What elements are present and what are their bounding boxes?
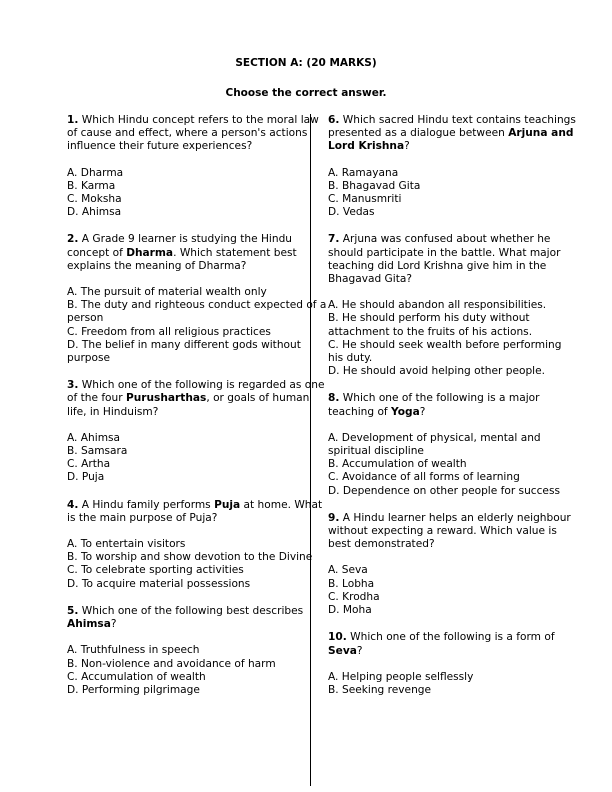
question-number: 3. xyxy=(67,379,79,392)
question-keyword: Puja xyxy=(214,498,241,511)
question-keyword: Dharma xyxy=(126,246,174,259)
question-number: 4. xyxy=(67,498,79,511)
options-list xyxy=(67,286,329,365)
option: A. Dharma xyxy=(67,166,124,179)
options-list xyxy=(328,564,580,617)
question-number: 6. xyxy=(328,114,340,126)
option: B. Seeking revenge xyxy=(328,683,432,696)
option: B. Bhagavad Gita xyxy=(328,179,421,192)
question-text: 1. Which Hindu concept refers to the moral law of cause and effect, where a person's actions influence their future experiences? xyxy=(67,114,319,153)
question-keyword: Ahimsa xyxy=(67,618,111,631)
option: A. He should abandon all responsibilities. xyxy=(328,299,547,312)
question-number: 1. xyxy=(67,114,79,126)
question-10 xyxy=(328,631,580,697)
option: C. Accumulation of wealth xyxy=(67,670,206,683)
option: A. Truthfulness in speech xyxy=(67,644,200,657)
column-divider xyxy=(310,114,311,786)
option: A. To entertain visitors xyxy=(67,538,186,551)
option: D. Dependence on other people for success xyxy=(328,484,560,497)
option: C. Artha xyxy=(67,458,111,471)
option: D. Puja xyxy=(67,471,105,484)
options-list xyxy=(328,432,580,498)
option: A. The pursuit of material wealth only xyxy=(67,286,267,299)
question-3 xyxy=(67,379,329,484)
option: C. To celebrate sporting activities xyxy=(67,564,244,577)
question-text: 7. Arjuna was confused about whether he should participate in the battle. What major teaching did Lord Krishna give him in the Bhagavad Gita? xyxy=(328,233,561,286)
option: B. He should perform his duty without attachment to the fruits of his actions. xyxy=(328,312,533,338)
question-number: 5. xyxy=(67,604,79,617)
question-number: 2. xyxy=(67,233,79,246)
instruction: Choose the correct answer. xyxy=(225,87,387,99)
question-8 xyxy=(328,392,580,497)
question-1 xyxy=(67,114,329,219)
question-number: 8. xyxy=(328,392,340,405)
question-number: 9. xyxy=(328,511,340,524)
option: D. To acquire material possessions xyxy=(67,577,251,590)
question-text: 4. A Hindu family performs Puja at home. What is the main purpose of Puja? xyxy=(67,498,323,524)
option: B. Samsara xyxy=(67,445,128,458)
option: C. Avoidance of all forms of learning xyxy=(328,471,520,484)
option: B. Lobha xyxy=(328,577,375,590)
option: D. Ahimsa xyxy=(67,206,122,219)
option: B. Karma xyxy=(67,179,116,192)
options-list xyxy=(67,538,329,591)
question-4 xyxy=(67,499,329,591)
options-list xyxy=(67,644,329,697)
option: B. Accumulation of wealth xyxy=(328,458,467,471)
question-6 xyxy=(328,114,580,219)
right-column xyxy=(328,114,580,697)
option: C. He should seek wealth before performing his duty. xyxy=(328,338,562,365)
option: C. Moksha xyxy=(67,193,122,206)
question-keyword: Purusharthas xyxy=(125,392,207,405)
option: B. The duty and righteous conduct expected of a person xyxy=(67,299,327,325)
question-text: 2. A Grade 9 learner is studying the Hindu concept of Dharma. Which statement best explains the meaning of Dharma? xyxy=(67,233,297,272)
option: D. Performing pilgrimage xyxy=(67,683,200,696)
question-number: 7. xyxy=(328,233,340,246)
option: A. Seva xyxy=(328,564,368,577)
options-list xyxy=(328,167,580,220)
question-text: 8. Which one of the following is a major teaching of Yoga? xyxy=(328,392,540,418)
question-2 xyxy=(67,233,329,365)
option: D. The belief in many different gods without purpose xyxy=(67,338,301,365)
options-list xyxy=(67,432,329,485)
option: D. Vedas xyxy=(328,206,375,219)
option: C. Krodha xyxy=(328,590,380,603)
left-column xyxy=(67,114,329,697)
question-text: 10. Which one of the following is a form of Seva? xyxy=(328,631,555,657)
option: A. Ramayana xyxy=(328,166,399,179)
question-text: 5. Which one of the following best describes Ahimsa? xyxy=(67,604,304,631)
question-keyword: Yoga xyxy=(391,405,420,418)
question-number: 10. xyxy=(328,631,347,644)
question-text: 6. Which sacred Hindu text contains teachings presented as a dialogue between Arjuna and Lord Krishna? xyxy=(328,114,576,153)
option: B. To worship and show devotion to the Divine xyxy=(67,551,313,564)
options-list xyxy=(67,167,329,220)
option: A. Ahimsa xyxy=(67,431,121,444)
option: C. Manusmriti xyxy=(328,193,402,206)
question-text: 9. A Hindu learner helps an elderly neighbour without expecting a reward. Which value is best demonstrated? xyxy=(328,511,571,551)
question-7 xyxy=(328,233,580,378)
question-9 xyxy=(328,512,580,617)
options-list xyxy=(328,671,580,697)
options-list xyxy=(328,299,580,378)
question-text: 3. Which one of the following is regarded as one of the four Purusharthas, or goals of human life, in Hinduism? xyxy=(67,379,325,418)
option: A. Development of physical, mental and spiritual discipline xyxy=(328,431,541,458)
option: B. Non-violence and avoidance of harm xyxy=(67,657,276,670)
section-title: SECTION A: (20 MARKS) xyxy=(235,57,377,69)
option: D. Moha xyxy=(328,604,372,617)
question-keyword: Arjuna and Lord Krishna xyxy=(328,127,574,153)
option: D. He should avoid helping other people. xyxy=(328,365,546,378)
option: C. Freedom from all religious practices xyxy=(67,325,271,338)
question-5 xyxy=(67,605,329,697)
option: A. Helping people selflessly xyxy=(328,670,474,683)
question-keyword: Seva xyxy=(328,644,357,657)
